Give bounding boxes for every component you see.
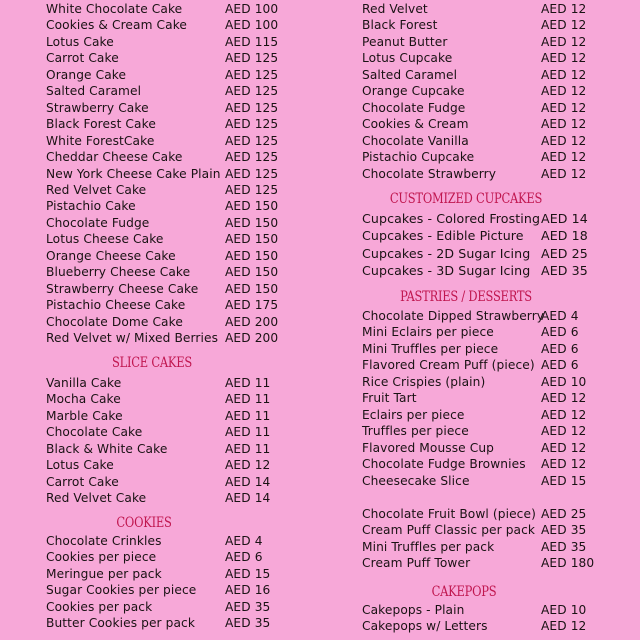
menu-item-price: AED 10 xyxy=(541,374,587,389)
menu-item-name: Cookies per pack xyxy=(46,599,153,614)
slice-cakes-heading: SLICE CAKES xyxy=(111,355,193,371)
menu-item-name: Black Forest xyxy=(362,18,438,33)
menu-item-name: Orange Cheese Cake xyxy=(46,248,176,263)
menu-item-name: Chocolate Dipped Strawberry xyxy=(362,309,545,323)
menu-item-name: Truffles per piece xyxy=(362,424,469,439)
menu-item-name: Chocolate Cake xyxy=(46,425,143,440)
menu-item-price: AED 175 xyxy=(225,298,279,313)
menu-item-price: AED 12 xyxy=(225,458,271,473)
menu-item-price: AED 18 xyxy=(541,228,588,244)
menu-item-name: Cookies & Cream xyxy=(362,117,469,132)
menu-item-name: Pistachio Cupcake xyxy=(362,150,475,165)
menu-item-name: Sugar Cookies per piece xyxy=(46,583,197,598)
cakepops-heading: CAKEPOPS xyxy=(431,584,497,600)
menu-item-name: Orange Cupcake xyxy=(362,84,465,99)
menu-item-name: Black & White Cake xyxy=(46,441,168,456)
menu-item-price: AED 11 xyxy=(225,408,271,423)
menu-item-price: AED 6 xyxy=(541,358,579,373)
menu-item-price: AED 10 xyxy=(541,603,587,617)
menu-item-price: AED 125 xyxy=(225,150,279,165)
menu-item-name: Chocolate Fudge Brownies xyxy=(362,457,526,472)
menu-item-name: Carrot Cake xyxy=(46,474,119,489)
menu-item-name: Cupcakes - 3D Sugar Icing xyxy=(362,262,531,278)
menu-item-price: AED 4 xyxy=(541,309,579,323)
menu-item-name: Chocolate Fudge xyxy=(362,100,466,115)
menu-item-price: AED 25 xyxy=(541,507,587,521)
menu-item-name: Peanut Butter xyxy=(362,34,448,49)
menu-item-price: AED 125 xyxy=(225,133,279,148)
menu-item-name: Pistachio Cake xyxy=(46,199,136,214)
menu-item-price: AED 11 xyxy=(225,376,271,390)
menu-item-name: Meringue per pack xyxy=(46,566,162,581)
menu-item-name: Strawberry Cheese Cake xyxy=(46,281,199,296)
menu-item-price: AED 125 xyxy=(225,182,279,197)
menu-item-name: Cookies per piece xyxy=(46,550,157,565)
menu-item-price: AED 100 xyxy=(225,2,279,16)
menu-item-name: Red Velvet Cake xyxy=(46,182,147,197)
menu-item-name: New York Cheese Cake Plain xyxy=(46,166,221,181)
menu-item-price: AED 125 xyxy=(225,84,279,99)
menu-item-price: AED 35 xyxy=(225,599,271,614)
menu-item-name: White ForestCake xyxy=(46,133,155,148)
menu-item-price: AED 125 xyxy=(225,117,279,132)
menu-item-price: AED 4 xyxy=(225,534,263,548)
menu-item-name: Chocolate Strawberry xyxy=(362,166,497,181)
menu-item-name: Cream Puff Classic per pack xyxy=(362,523,536,538)
menu-item-price: AED 150 xyxy=(225,232,279,247)
menu-item-price: AED 14 xyxy=(541,211,588,226)
menu-item-price: AED 12 xyxy=(541,407,587,422)
menu-item-name: Cakepops - Plain xyxy=(362,603,465,617)
menu-item-name: Cupcakes - 2D Sugar Icing xyxy=(362,245,531,261)
menu-item-name: Blueberry Cheese Cake xyxy=(46,265,191,280)
menu-item-price: AED 200 xyxy=(225,314,279,329)
menu-item-price: AED 16 xyxy=(225,583,271,598)
menu-item-price: AED 11 xyxy=(225,392,271,407)
menu-item-name: Chocolate Crinkles xyxy=(46,534,162,548)
menu-item-price: AED 35 xyxy=(541,523,587,538)
menu-item-name: Mini Truffles per piece xyxy=(362,341,499,356)
menu-item-price: AED 12 xyxy=(541,51,587,66)
menu-item-name: White Chocolate Cake xyxy=(46,2,183,16)
menu-item-price: AED 12 xyxy=(541,391,587,406)
menu-item-price: AED 6 xyxy=(541,325,579,340)
menu-item-price: AED 14 xyxy=(225,491,271,506)
menu-item-price: AED 180 xyxy=(541,556,595,571)
menu-item-price: AED 200 xyxy=(225,331,279,345)
menu-item-price: AED 125 xyxy=(225,100,279,115)
customized-cupcakes-heading: CUSTOMIZED CUPCAKES xyxy=(389,191,543,207)
menu-item-price: AED 11 xyxy=(225,441,271,456)
menu-item-price: AED 15 xyxy=(541,473,587,488)
menu-item-price: AED 14 xyxy=(225,474,271,489)
menu-item-name: Vanilla Cake xyxy=(46,376,122,390)
menu-item-price: AED 125 xyxy=(225,51,279,66)
menu-item-price: AED 150 xyxy=(225,199,279,214)
menu-item-name: Red Velvet Cake xyxy=(46,491,147,506)
menu-item-price: AED 12 xyxy=(541,150,587,165)
menu-item-price: AED 12 xyxy=(541,440,587,455)
menu-item-price: AED 35 xyxy=(225,616,271,631)
menu-item-price: AED 12 xyxy=(541,133,587,148)
menu-item-price: AED 6 xyxy=(225,550,263,565)
menu-item-name: Carrot Cake xyxy=(46,51,119,66)
menu-item-name: Mini Truffles per pack xyxy=(362,539,495,554)
menu-item-price: AED 35 xyxy=(541,262,588,278)
menu-item-name: Flavored Cream Puff (piece) xyxy=(362,358,535,373)
menu-item-name: Rice Crispies (plain) xyxy=(362,374,486,389)
menu-item-price: AED 15 xyxy=(225,566,271,581)
menu-item-name: Flavored Mousse Cup xyxy=(362,440,495,455)
menu-item-price: AED 125 xyxy=(225,166,279,181)
menu-item-price: AED 12 xyxy=(541,67,587,82)
menu-item-price: AED 12 xyxy=(541,2,587,16)
menu-item-name: Marble Cake xyxy=(46,408,123,423)
menu-item-name: Chocolate Fruit Bowl (piece) xyxy=(362,507,536,521)
menu-item-price: AED 150 xyxy=(225,265,279,280)
menu-item-name: Black Forest Cake xyxy=(46,117,156,132)
pastries-desserts-heading: PASTRIES / DESSERTS xyxy=(400,289,532,305)
menu-item-price: AED 12 xyxy=(541,84,587,99)
menu-item-name: Cookies & Cream Cake xyxy=(46,18,188,33)
menu-item-price: AED 35 xyxy=(541,539,587,554)
menu-item-name: Orange Cake xyxy=(46,67,127,82)
menu-item-name: Lotus Cupcake xyxy=(362,51,453,66)
menu-item-price: AED 12 xyxy=(541,117,587,132)
menu-item-name: Salted Caramel xyxy=(362,67,458,82)
menu-item-name: Cupcakes - Edible Picture xyxy=(362,228,524,244)
menu-item-price: AED 12 xyxy=(541,34,587,49)
menu-item-price: AED 12 xyxy=(541,457,587,472)
menu-item-name: Chocolate Dome Cake xyxy=(46,314,183,329)
menu-item-name: Chocolate Vanilla xyxy=(362,133,469,148)
cookies-heading: COOKIES xyxy=(116,515,172,531)
menu-item-name: Pistachio Cheese Cake xyxy=(46,298,186,313)
menu-item-price: AED 6 xyxy=(541,341,579,356)
menu-item-name: Salted Caramel xyxy=(46,84,142,99)
menu-item-name: Strawberry Cake xyxy=(46,100,149,115)
menu-item-name: Fruit Tart xyxy=(362,391,417,406)
menu-item-price: AED 12 xyxy=(541,619,587,634)
menu-item-price: AED 150 xyxy=(225,281,279,296)
menu-item-name: Eclairs per piece xyxy=(362,407,465,422)
menu-item-name: Cheesecake Slice xyxy=(362,473,470,488)
menu-item-price: AED 12 xyxy=(541,424,587,439)
menu-item-price: AED 150 xyxy=(225,248,279,263)
menu-item-price: AED 12 xyxy=(541,18,587,33)
menu-item-price: AED 115 xyxy=(225,34,279,49)
menu-item-name: Red Velvet w/ Mixed Berries xyxy=(46,331,219,345)
menu-item-price: AED 11 xyxy=(225,425,271,440)
menu-item-name: Cupcakes - Colored Frosting xyxy=(362,211,541,226)
menu-item-name: Cheddar Cheese Cake xyxy=(46,150,183,165)
menu-item-price: AED 100 xyxy=(225,18,279,33)
menu-item-name: Mocha Cake xyxy=(46,392,121,407)
menu-item-name: Mini Eclairs per piece xyxy=(362,325,494,340)
menu-item-name: Red Velvet xyxy=(362,2,428,16)
menu-item-name: Cakepops w/ Letters xyxy=(362,619,488,634)
menu-item-price: AED 25 xyxy=(541,245,588,261)
menu-item-name: Lotus Cake xyxy=(46,458,114,473)
menu-item-name: Chocolate Fudge xyxy=(46,215,150,230)
menu-item-price: AED 125 xyxy=(225,67,279,82)
menu-item-name: Butter Cookies per pack xyxy=(46,616,195,631)
menu-item-name: Cream Puff Tower xyxy=(362,556,471,571)
menu-item-price: AED 12 xyxy=(541,100,587,115)
menu-item-name: Lotus Cake xyxy=(46,34,114,49)
menu-item-name: Lotus Cheese Cake xyxy=(46,232,164,247)
menu-item-price: AED 150 xyxy=(225,215,279,230)
menu-item-price: AED 12 xyxy=(541,166,587,181)
